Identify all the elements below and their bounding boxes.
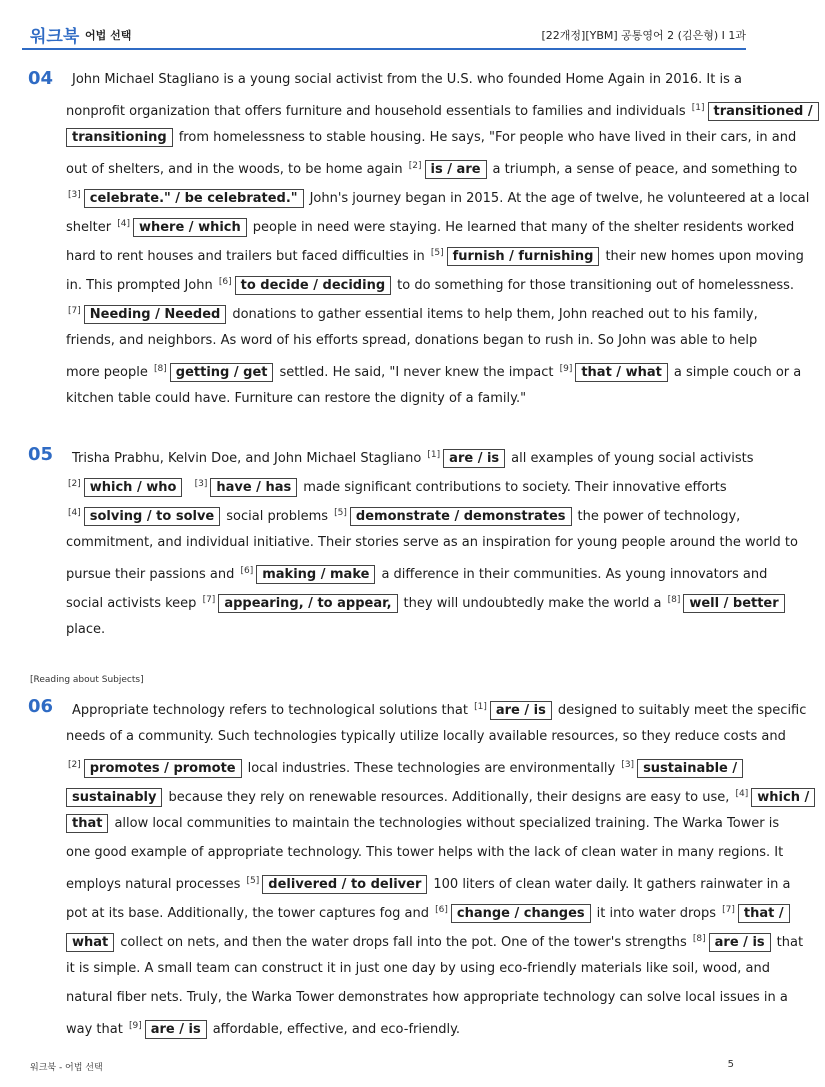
passage-text: collect on nets, and then the water drops fall into the pot. One of the tower's strengths [120, 935, 687, 950]
blank-number: [4] [117, 219, 130, 229]
question-number: 05 [28, 444, 54, 465]
blank-number: [3] [194, 479, 208, 489]
passage-text: John Michael Stagliano is a young social activist from the U.S. who founded Home Again in 2016. It is a [72, 72, 742, 87]
passage-text: out of shelters, and in the woods, to be home again [66, 162, 403, 177]
passage-text: it is simple. A small team can construct it in just one day by using eco-friendly materials like soil, wood, and [66, 961, 771, 976]
passage-text: Trisha Prabhu, Kelvin Doe, and John Michael Stagliano [72, 451, 422, 466]
blank-number: [4] [68, 508, 81, 518]
passage-text: a triumph, a sense of peace, and something to [492, 162, 798, 177]
blank-number: [3] [68, 190, 81, 200]
passage-text: because they rely on renewable resources. Additionally, their designs are easy to use, [168, 790, 730, 805]
question-text [66, 65, 813, 413]
choice-box[interactable]: that / [738, 904, 790, 923]
passage-text: place. [66, 622, 106, 637]
text-line [66, 210, 795, 239]
passage-text: in. This prompted John [66, 278, 213, 293]
text-line [66, 925, 804, 954]
text-line [66, 152, 798, 181]
passage-text: local industries. These technologies are environmentally [247, 761, 616, 776]
text-line [66, 384, 768, 413]
text-line [66, 557, 768, 586]
passage-text: hard to rent houses and trailers but faced difficulties in [66, 249, 425, 264]
passage-text: kitchen table could have. Furniture can restore the dignity of a family." [66, 391, 527, 406]
blank-number: [4] [735, 789, 749, 799]
blank-number: [9] [559, 364, 573, 374]
choice-box[interactable]: are / is [490, 701, 552, 720]
passage-text: their new homes upon moving [605, 249, 804, 264]
text-line [66, 268, 795, 297]
blank-number: [1] [474, 702, 487, 712]
blank-number: [1] [427, 450, 441, 460]
choice-box[interactable]: solving / to solve [84, 507, 221, 526]
passage-text: way that [66, 1022, 123, 1037]
question-number: 04 [28, 68, 54, 89]
text-line [66, 65, 768, 94]
choice-box[interactable]: Needing / Needed [84, 305, 227, 324]
choice-box[interactable]: to decide / deciding [235, 276, 392, 295]
passage-text: needs of a community. Such technologies typically utilize locally available resources, so they reduce costs and [66, 729, 786, 744]
text-line [66, 780, 810, 809]
text-line [66, 123, 797, 152]
blank-number: [1] [691, 103, 705, 113]
passage-text: Appropriate technology refers to technological solutions that [72, 703, 468, 718]
choice-box[interactable]: that / what [575, 363, 668, 382]
text-line [66, 867, 791, 896]
passage-text: that [776, 935, 804, 950]
text-line [66, 809, 780, 838]
text-line [66, 326, 768, 355]
blank-number: [2] [68, 760, 81, 770]
choice-box[interactable]: what [66, 933, 114, 952]
passage-text: affordable, effective, and eco-friendly. [212, 1022, 461, 1037]
page-header [30, 22, 746, 48]
passage-text: John's journey began in 2015. At the age of twelve, he volunteered at a local [309, 191, 810, 206]
passage-text: 100 liters of clean water daily. It gathers rainwater in a [433, 877, 791, 892]
text-line [66, 239, 804, 268]
text-line [66, 896, 784, 925]
text-line [66, 441, 768, 470]
passage-text: all examples of young social activists [511, 451, 754, 466]
passage-text: pot at its base. Additionally, the tower captures fog and [66, 906, 429, 921]
blank-number: [6] [240, 566, 254, 576]
blank-number: [6] [435, 905, 448, 915]
text-line [66, 838, 784, 867]
choice-box[interactable]: getting / get [170, 363, 274, 382]
text-line [66, 499, 768, 528]
blank-number: [5] [430, 248, 444, 258]
text-line [66, 470, 768, 499]
text-line [66, 615, 768, 644]
blank-number: [6] [218, 277, 232, 287]
choice-box[interactable]: promotes / promote [84, 759, 242, 778]
header-divider [22, 48, 746, 50]
passage-text: social problems [226, 509, 329, 524]
text-line [66, 954, 771, 983]
passage-text: nonprofit organization that offers furniture and household essentials to families and individuals [66, 104, 686, 119]
blank-number: [7] [722, 905, 735, 915]
passage-text: it into water drops [596, 906, 716, 921]
text-line [66, 528, 798, 557]
passage-text: more people [66, 365, 148, 380]
choice-box[interactable]: delivered / to deliver [262, 875, 427, 894]
text-line [66, 297, 768, 326]
passage-text: shelter [66, 220, 112, 235]
question-text [66, 441, 798, 644]
blank-number: [8] [692, 934, 706, 944]
choice-box[interactable]: are / is [145, 1020, 207, 1039]
choice-box[interactable]: are / is [709, 933, 771, 952]
choice-box[interactable]: have / has [210, 478, 297, 497]
text-line [66, 751, 768, 780]
text-line [66, 1012, 768, 1041]
choice-box[interactable]: demonstrate / demonstrates [350, 507, 572, 526]
workbook-subtitle: 어법 선택 [85, 29, 132, 42]
blank-number: [3] [621, 760, 635, 770]
choice-box[interactable]: furnish / furnishing [447, 247, 600, 266]
blank-number: [2] [408, 161, 422, 171]
passage-text: employs natural processes [66, 877, 241, 892]
passage-text: to do something for those transitioning out of homelessness. [397, 278, 795, 293]
passage-text: pursue their passions and [66, 567, 235, 582]
course-info: [22개정][YBM] 공통영어 2 (김은형) I 1과 [541, 29, 746, 42]
blank-number: [7] [202, 595, 216, 605]
passage-text: friends, and neighbors. As word of his efforts spread, donations began to rush in. So John was able to help [66, 333, 758, 348]
text-line [66, 94, 813, 123]
choice-box[interactable]: where / which [133, 218, 247, 237]
text-line [66, 722, 786, 751]
blank-number: [7] [68, 306, 81, 316]
choice-box[interactable]: which / who [84, 478, 183, 497]
passage-text: donations to gather essential items to help them, John reached out to his family, [232, 307, 758, 322]
text-line [66, 983, 788, 1012]
choice-box[interactable]: transitioning [66, 128, 173, 147]
passage-text: people in need were staying. He learned that many of the shelter residents worked [252, 220, 795, 235]
section-label: [Reading about Subjects] [30, 675, 144, 685]
choice-box[interactable]: sustainably [66, 788, 162, 807]
choice-box[interactable]: celebrate." / be celebrated." [84, 189, 304, 208]
text-line [66, 586, 779, 615]
passage-text: the power of technology, [577, 509, 741, 524]
passage-text: a simple couch or a [673, 365, 802, 380]
passage-text: they will undoubtedly make the world a [403, 596, 662, 611]
passage-text: designed to suitably meet the specific [557, 703, 807, 718]
choice-box[interactable]: sustainable / [637, 759, 743, 778]
footer-title: 워크북 - 어법 선택 [30, 1063, 103, 1073]
choice-box[interactable]: is / are [425, 160, 487, 179]
choice-box[interactable]: transitioned / [708, 102, 819, 121]
question-number: 06 [28, 696, 54, 717]
choice-box[interactable]: are / is [443, 449, 505, 468]
passage-text: natural fiber nets. Truly, the Warka Tower demonstrates how appropriate technology can solve local issues in a [66, 990, 788, 1005]
blank-number: [9] [128, 1021, 142, 1031]
text-line [66, 181, 810, 210]
passage-text: settled. He said, "I never knew the impact [279, 365, 554, 380]
passage-text: social activists keep [66, 596, 197, 611]
text-line [66, 693, 807, 722]
passage-text: commitment, and individual initiative. Their stories serve as an inspiration for young people around the world to [66, 535, 798, 550]
passage-text: from homelessness to stable housing. He says, "For people who have lived in their cars, in and [178, 130, 797, 145]
blank-number: [5] [246, 876, 260, 886]
workbook-brand: 워크북 [30, 27, 80, 47]
passage-text: one good example of appropriate technology. This tower helps with the lack of clean water in many regions. It [66, 845, 784, 860]
passage-text: made significant contributions to society. Their innovative efforts [303, 480, 727, 495]
text-line [66, 355, 802, 384]
choice-box[interactable]: well / better [683, 594, 784, 613]
blank-number: [8] [667, 595, 681, 605]
blank-number: [8] [154, 364, 167, 374]
choice-box[interactable]: making / make [256, 565, 375, 584]
choice-box[interactable]: change / changes [451, 904, 591, 923]
blank-number: [5] [334, 508, 347, 518]
question-text [66, 693, 810, 1041]
choice-box[interactable]: appearing, / to appear, [218, 594, 397, 613]
choice-box[interactable]: which / [751, 788, 815, 807]
page-number: 5 [727, 1059, 734, 1070]
blank-number: [2] [68, 479, 81, 489]
choice-box[interactable]: that [66, 814, 108, 833]
passage-text: allow local communities to maintain the technologies without specialized training. The Warka Tower is [114, 816, 780, 831]
passage-text: a difference in their communities. As young innovators and [381, 567, 768, 582]
